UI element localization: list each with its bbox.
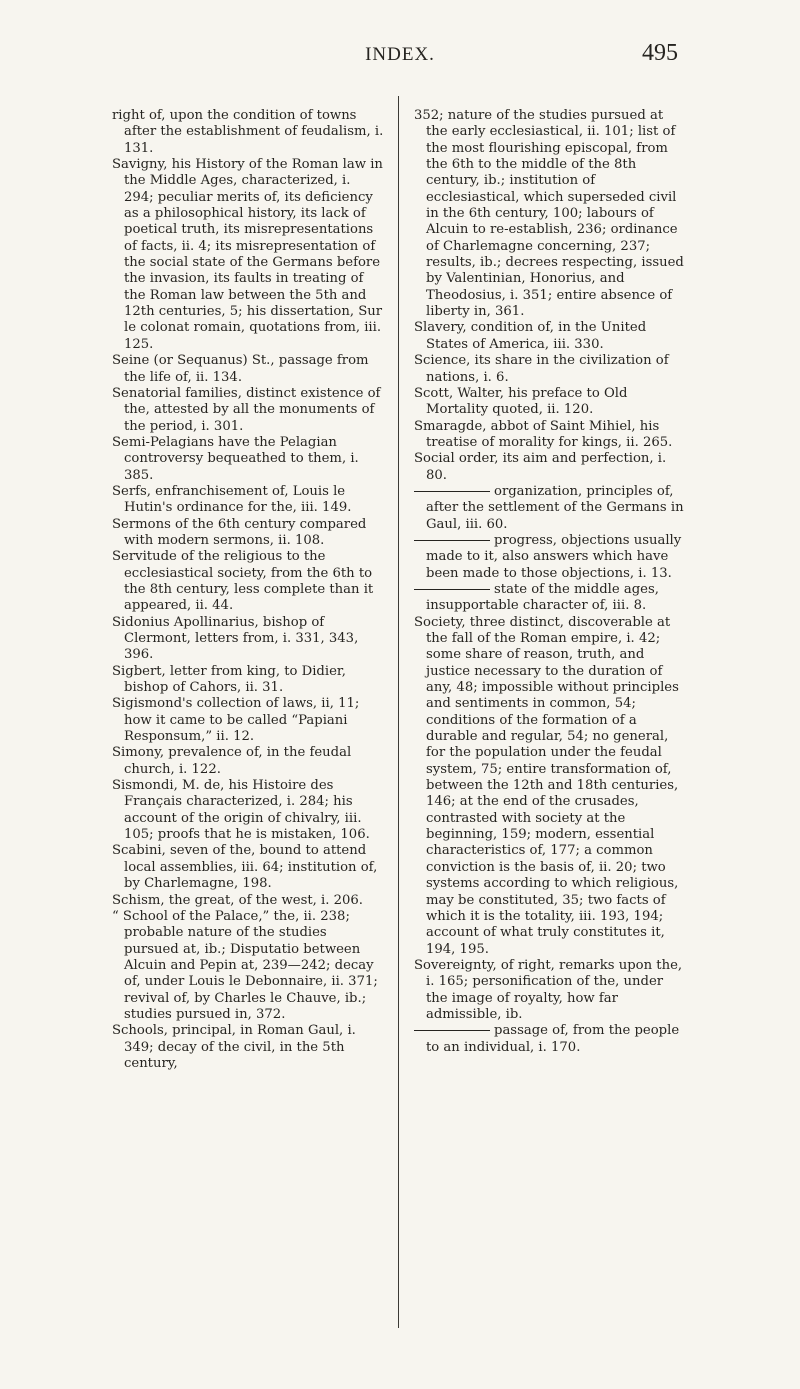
index-entry-text: Science, its share in the civilization of nations, i. 6. (414, 353, 669, 385)
index-entry-text: organization, principles of, after the settlement of the Germans in Gaul, iii. 60. (426, 483, 684, 532)
index-entry-text: passage of, from the people to an individual, i. 170. (426, 1023, 680, 1055)
index-entry: Senatorial families, distinct existence of the, attested by all the monuments of the period, i. 301. (112, 385, 381, 434)
column-divider (398, 96, 399, 1328)
index-subentry (414, 1023, 686, 1056)
index-entry: Scabini, seven of the, bound to attend local assemblies, iii. 64; institution of, by Charlemagne, 198. (112, 843, 378, 892)
index-entry: Savigny, his History of the Roman law in the Middle Ages, characterized, i. 294; peculiar merits of, its deficiency as a philosophical history, its lack of poetical truth, its misrepresentations of facts, ii. 4; its misrepresentation of the social state of the Germans before the invasion, its faults in treating of the Roman law between the 5th and 12th centuries, 5; his dissertation, Sur le colonat romain, quotations from, iii. 125. (112, 157, 383, 352)
subentry-dash (414, 540, 490, 541)
index-entry-text: Society, three distinct, discoverable at the fall of the Roman empire, i. 42; some share of reason, truth, and justice necessary to the duration of any, 48; impossible without principles and sentiments in common, 54; conditions of the formation of a durable and regular, 54; no general, for the population under the feudal system, 75; entire transformation of, between the 12th and 18th centuries, 146; at the end of the crusades, contrasted with society at the beginning, 159; modern, essential characteristics of, 177; a common conviction is the basis of, ii. 20; two systems according to which religious, may be constituted, 35; two facts of which it is the totality, iii. 193, 194; account of what truly constitutes it, 194, 195. (414, 614, 679, 957)
index-entry-text: Social order, its aim and perfection, i. 80. (414, 451, 667, 483)
index-entry: Sermons of the 6th century compared with modern sermons, ii. 108. (112, 516, 367, 548)
index-entry: Servitude of the religious to the ecclesiastical society, from the 6th to the 8th century, less complete than it appeared, ii. 44. (112, 549, 374, 614)
index-entry: Schism, the great, of the west, i. 206. (112, 892, 363, 908)
index-entry-text: state of the middle ages, insupportable character of, iii. 8. (426, 581, 659, 614)
index-entry: Sigismond's collection of laws, ii, 11; how it came to be called “Papiani Responsum,” ii. 12. (112, 696, 360, 745)
running-title: INDEX. (365, 44, 435, 65)
index-column-left (112, 108, 384, 1072)
index-subentry (414, 533, 686, 582)
index-entry: Schools, principal, in Roman Gaul, i. 349; decay of the civil, in the 5th century, (112, 1023, 356, 1071)
index-column-right (414, 108, 686, 1056)
index-entry-text: Smaragde, abbot of Saint Mihiel, his treatise of morality for kings, ii. 265. (414, 418, 673, 450)
index-entry: Sismondi, M. de, his Histoire des Français characterized, i. 284; his account of the origin of chivalry, iii. 105; proofs that he is mistaken, 106. (112, 778, 370, 843)
index-entry: Sidonius Apollinarius, bishop of Clermont, letters from, i. 331, 343, 396. (112, 614, 359, 663)
index-entry-text: progress, objections usually made to it, also answers which have been made to those objections, i. 13. (426, 532, 682, 581)
index-subentry (414, 582, 686, 615)
index-entry (414, 386, 686, 419)
page-number: 495 (642, 40, 678, 66)
index-entry (414, 419, 686, 452)
index-entry-text: 352; nature of the studies pursued at the early ecclesiastical, ii. 101; list of the most flourishing episcopal, from the 6th to the middle of the 8th century, ib.; institution of ecclesiastical, which superseded civil in the 6th century, 100; labours of Alcuin to re-establish, 236; ordinance of Charlemagne concerning, 237; results, ib.; decrees respecting, issued by Valentinian, Honorius, and Theodosius, i. 351; entire absence of liberty in, 361. (414, 108, 684, 320)
index-entry: Seine (or Sequanus) St., passage from the life of, ii. 134. (112, 353, 369, 385)
index-entry: right of, upon the condition of towns after the establishment of feudalism, i. 131. (112, 108, 384, 156)
index-entry (414, 451, 686, 484)
index-subentry (414, 484, 686, 533)
index-entry: Serfs, enfranchisement of, Louis le Hutin's ordinance for the, iii. 149. (112, 483, 352, 516)
index-entry (414, 320, 686, 353)
index-entry (414, 958, 686, 1023)
subentry-dash (414, 589, 490, 590)
subentry-dash (414, 491, 490, 492)
index-entry-text: Scott, Walter, his preface to Old Mortality quoted, ii. 120. (414, 385, 628, 418)
index-entry-text: Slavery, condition of, in the United States of America, iii. 330. (414, 320, 647, 352)
index-entry (414, 108, 686, 320)
index-entry: “ School of the Palace,” the, ii. 238; probable nature of the studies pursued at, ib.; Disputatio between Alcuin and Pepin at, 239—242; decay of, under Louis le Debonnaire, ii. 371; revival of, by Charles le Chauve, ib.; studies pursued in, 372. (112, 908, 378, 1022)
index-entry: Sigbert, letter from king, to Didier, bishop of Cahors, ii. 31. (112, 663, 346, 696)
index-entry: Simony, prevalence of, in the feudal church, i. 122. (112, 745, 352, 777)
subentry-dash (414, 1030, 490, 1031)
index-entry: Semi-Pelagians have the Pelagian controversy bequeathed to them, i. 385. (112, 434, 359, 483)
index-entry-text: Sovereignty, of right, remarks upon the, i. 165; personification of the, under the image of royalty, how far admissible, ib. (414, 957, 683, 1022)
index-entry (414, 353, 686, 386)
index-entry (414, 615, 686, 958)
